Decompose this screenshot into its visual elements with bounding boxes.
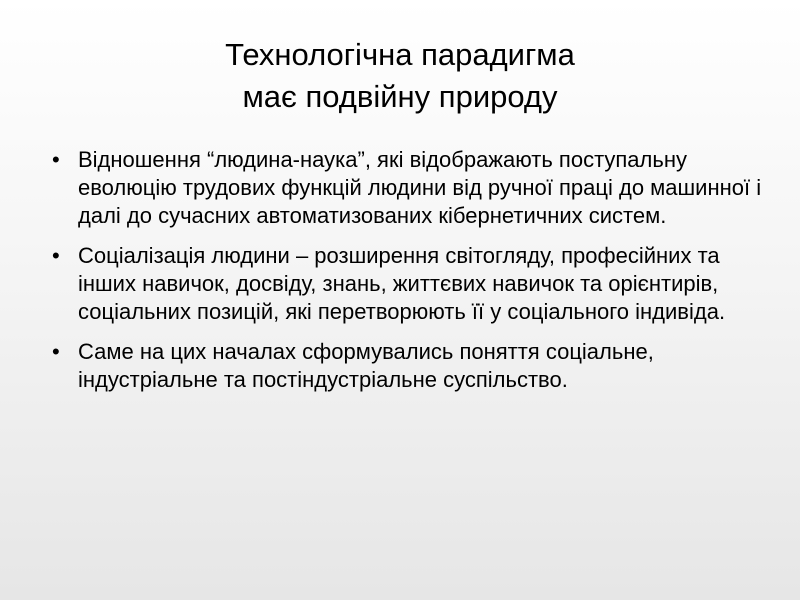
slide-title xyxy=(0,34,800,118)
slide-title-line-2: має подвійну природу xyxy=(242,79,558,114)
bullet-text: Соціалізація людини – розширення світогляду, професійних та інших навичок, досвіду, знань, життєвих навичок та орієнтирів, соціальних позицій, які перетворюють її у соціального індивіда. xyxy=(78,243,726,324)
bullet-item xyxy=(48,338,768,394)
bullet-icon: • xyxy=(52,147,60,172)
bullet-text: Саме на цих началах сформувались поняття соціальне, індустріальне та постіндустріальне суспільство. xyxy=(78,339,654,392)
bullet-item xyxy=(48,242,768,326)
bullet-item xyxy=(48,146,768,230)
bullet-icon: • xyxy=(52,243,60,268)
bullet-list xyxy=(48,146,768,406)
bullet-icon: • xyxy=(52,339,60,364)
slide-title-line-1: Технологічна парадигма xyxy=(225,37,575,72)
bullet-text: Відношення “людина-наука”, які відображають поступальну еволюцію трудових функцій людини від ручної праці до машинної і далі до сучасних автоматизованих кібернетичних систем. xyxy=(78,147,762,228)
